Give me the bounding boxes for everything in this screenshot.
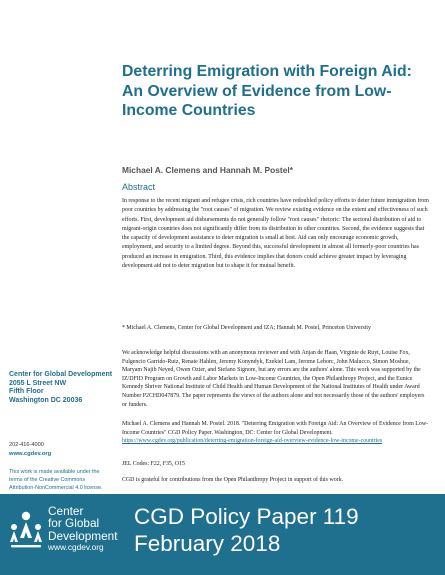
address-line: Fifth Floor bbox=[9, 388, 44, 396]
jel-codes: JEL Codes: F22, F35, O15 bbox=[122, 461, 185, 467]
cgd-logo-icon bbox=[9, 507, 43, 555]
license-text: This work is made available under the terms of the Creative Commons Attribution-NonCommercial 4.0 license. bbox=[9, 469, 103, 491]
series-number: CGD Policy Paper 119 bbox=[134, 504, 359, 529]
org-address bbox=[9, 371, 113, 405]
address-line: 2055 L Street NW bbox=[9, 379, 67, 387]
sidebar bbox=[0, 0, 115, 494]
acknowledgments: We acknowledge helpful discussions with an anonymous reviewer and with Anjan de Haan, Virginie de Ruyt, Louise Fox, Fulgencio Garrido-Ruiz, Renate Hahlen, Jeremy Konyndyk, Ezekiel Lam, Jerome Leborc, John Malucco, Simon Moshue, Maryam Najib Neyed, Owen Ozier, and Stefano Signore, but any errors are the authors' alone. This work was supported by the IZ/DFID Program on Growth and Labor Markets in Low-Income Countries, the Open Philanthropy Project, and the Eunice Kennedy Shriver National Institute of Child Health and Human Development of the National Institutes of Health under Award Number P2CHD047879. The paper represents the views of the authors alone and not necessarily those of the authors' employers or funders. bbox=[122, 350, 425, 408]
website-link[interactable]: www.cgdev.org bbox=[9, 451, 52, 457]
paper-authors: Michael A. Clemens and Hannah M. Postel* bbox=[122, 165, 293, 175]
abstract-body: In response to the recent migrant and refugee crisis, rich countries have redoubled policy efforts to deter future immigration from poor countries by addressing the "root causes" of migration. We review existing evidence on the extent and effectiveness of such efforts. First, development aid disbursements do not generally follow "root causes" rhetoric: The sectoral distribution of aid to migrant-origin countries does not significantly differ from its distribution in other countries. Second, the evidence suggests that the capacity of development assistance to deter migration is small at best. Aid can only encourage economic growth, employment, and security to a limited degree. Beyond this, successful development in almost all formerly-poor countries has produced an increase in emigration. Third, this evidence implies that donors could achieve greater impact by leveraging development aid not to deter migration but to shape it for mutual benefit. bbox=[122, 198, 429, 270]
abstract-heading: Abstract bbox=[122, 182, 156, 192]
org-name: Center for Global Development bbox=[9, 371, 113, 378]
address-line: Washington DC 20036 bbox=[9, 396, 83, 404]
phone-number: 202-416-4000 bbox=[9, 442, 44, 448]
author-footnote: * Michael A. Clemens, Center for Global Development and IZA; Hannah M. Postel, Princeton University bbox=[122, 325, 371, 331]
series-info bbox=[134, 503, 359, 557]
logo-line: Center bbox=[48, 504, 84, 518]
logo-line: for Global bbox=[48, 516, 100, 531]
citation-text: Michael A. Clemens and Hannah M. Postel. 2018. "Deterring Emigration with Foreign Aid: An Overview of Evidence from Low-Income Countries" CGD Policy Paper. Washington, DC: Center for Global Development. bbox=[122, 421, 429, 436]
logo-line: Development bbox=[48, 528, 118, 543]
citation bbox=[122, 420, 430, 446]
citation-link[interactable]: https://www.cgdev.org/publication/deterring-emigration-foreign-aid-overview-evidence-low-income-countries bbox=[122, 438, 383, 445]
funding-note: CGD is grateful for contributions from the Open Philanthropy Project in support of this work. bbox=[122, 477, 344, 483]
logo-website[interactable]: www.cgdev.org bbox=[48, 542, 104, 553]
logo-wordmark bbox=[48, 505, 118, 553]
publication-date: February 2018 bbox=[134, 531, 281, 556]
paper-title: Deterring Emigration with Foreign Aid: An Overview of Evidence from Low-Income Countries bbox=[122, 63, 412, 120]
